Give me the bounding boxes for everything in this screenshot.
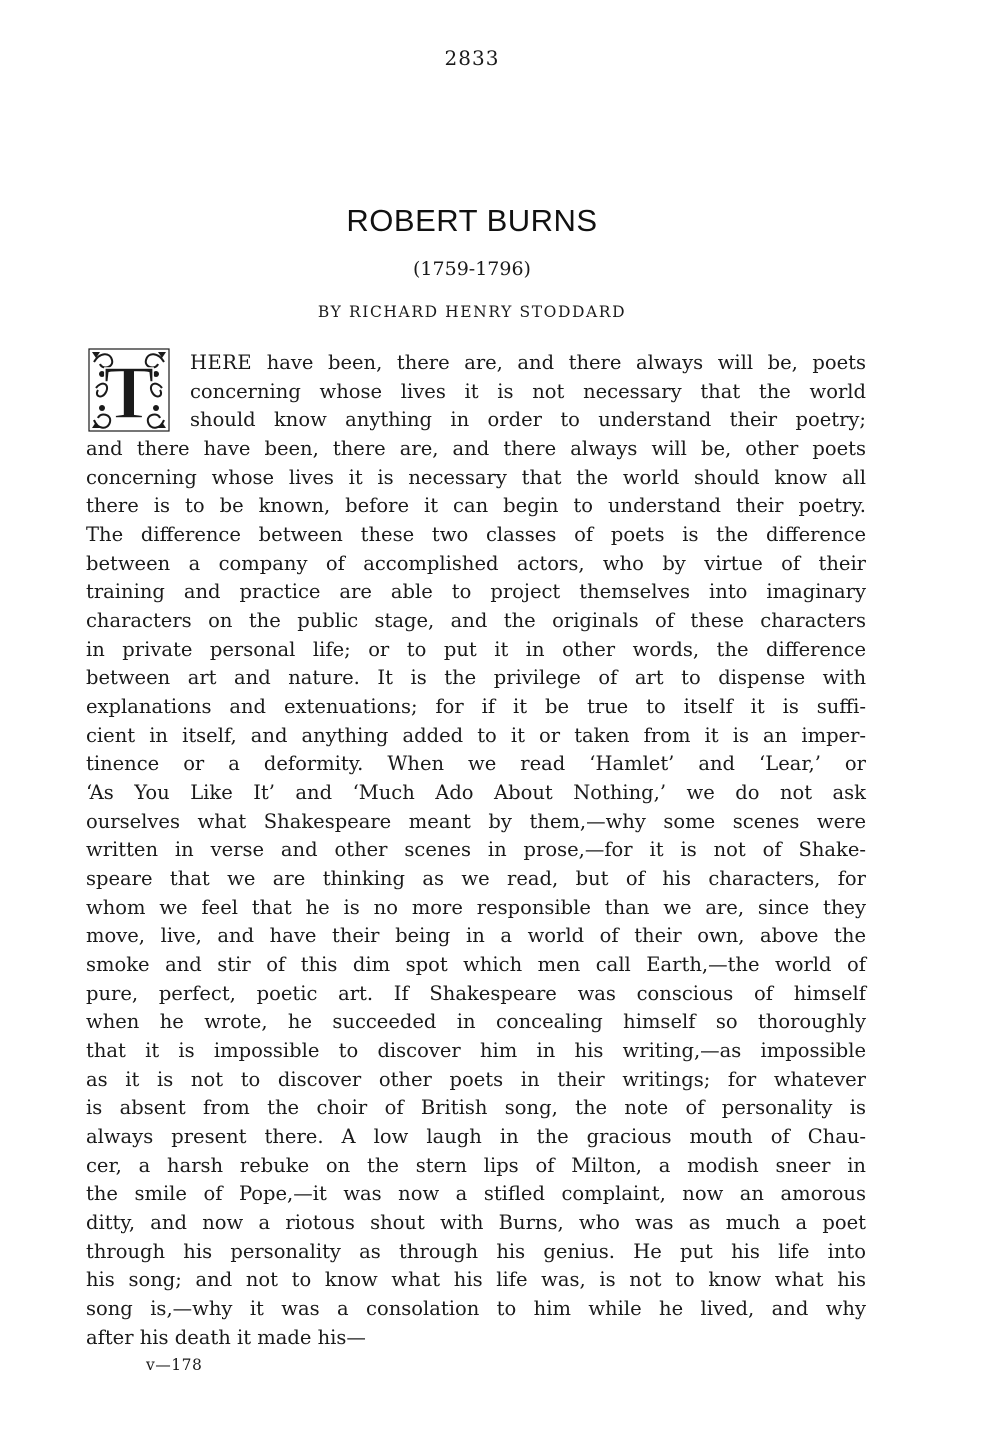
body-line: pure, perfect, poetic art. If Shakespeare was conscious of himself (86, 982, 866, 1005)
page-number: 2833 (444, 46, 500, 70)
life-dates: (1759-1796) (413, 258, 531, 280)
body-line: explanations and extenuations; for if it be true to itself it is suffi- (86, 695, 866, 718)
body-line: concerning whose lives it is not necessary that the world (190, 380, 866, 403)
body-line-text: have been, there are, and there always will be, poets (266, 351, 866, 374)
body-line: as it is not to discover other poets in their writings; for whatever (86, 1068, 866, 1091)
body-line: tinence or a deformity. When we read ‘Hamlet’ and ‘Lear,’ or (86, 752, 866, 775)
body-line: cer, a harsh rebuke on the stern lips of Milton, a modish sneer in (86, 1154, 866, 1177)
body-line: between art and nature. It is the privilege of art to dispense with (86, 666, 866, 689)
body-line: when he wrote, he succeeded in concealing himself so thoroughly (86, 1010, 866, 1033)
body-line: is absent from the choir of British song, the note of personality is (86, 1096, 866, 1119)
drop-cap-letter: T (103, 351, 155, 432)
body-line: that it is impossible to discover him in his writing,—as impossible (86, 1039, 866, 1062)
author-byline: BY RICHARD HENRY STODDARD (317, 303, 627, 321)
body-line: cient in itself, and anything added to it or taken from it is an imper- (86, 724, 866, 747)
body-line: smoke and stir of this dim spot which men call Earth,—the world of (86, 953, 866, 976)
article-title: ROBERT BURNS (346, 203, 598, 238)
body-line: through his personality as through his genius. He put his life into (86, 1240, 866, 1263)
body-line: his song; and not to know what his life was, is not to know what his (86, 1268, 866, 1291)
body-line: after his death it made his— (86, 1326, 366, 1349)
body-line: move, live, and have their being in a world of their own, above the (86, 924, 866, 947)
body-line: there is to be known, before it can begin to understand their poetry. (86, 494, 866, 517)
body-line: song is,—why it was a consolation to him while he lived, and why (86, 1297, 866, 1320)
body-line: ourselves what Shakespeare meant by them,—why some scenes were (86, 810, 866, 833)
first-word-rest: HERE (190, 351, 253, 374)
body-line: the smile of Pope,—it was now a stifled complaint, now an amorous (86, 1182, 866, 1205)
body-line (190, 349, 866, 377)
body-line: ‘As You Like It’ and ‘Much Ado About Nothing,’ we do not ask (86, 781, 866, 804)
body-line: concerning whose lives it is necessary that the world should know all (86, 466, 866, 489)
body-line: written in verse and other scenes in prose,—for it is not of Shake- (86, 838, 866, 861)
body-line: speare that we are thinking as we read, but of his characters, for (86, 867, 866, 890)
body-line: between a company of accomplished actors, who by virtue of their (86, 552, 866, 575)
body-line: whom we feel that he is no more responsible than we are, since they (86, 896, 866, 919)
body-line: training and practice are able to project themselves into imaginary (86, 580, 866, 603)
body-line: and there have been, there are, and there always will be, other poets (86, 437, 866, 460)
body-line: characters on the public stage, and the originals of these characters (86, 609, 866, 632)
signature-mark: v—178 (146, 1356, 203, 1374)
body-line: ditty, and now a riotous shout with Burns, who was as much a poet (86, 1211, 866, 1234)
body-line: in private personal life; or to put it in other words, the difference (86, 638, 866, 661)
body-line: The difference between these two classes of poets is the difference (86, 523, 866, 546)
body-line: always present there. A low laugh in the gracious mouth of Chau- (86, 1125, 866, 1148)
body-line: should know anything in order to understand their poetry; (190, 408, 866, 431)
